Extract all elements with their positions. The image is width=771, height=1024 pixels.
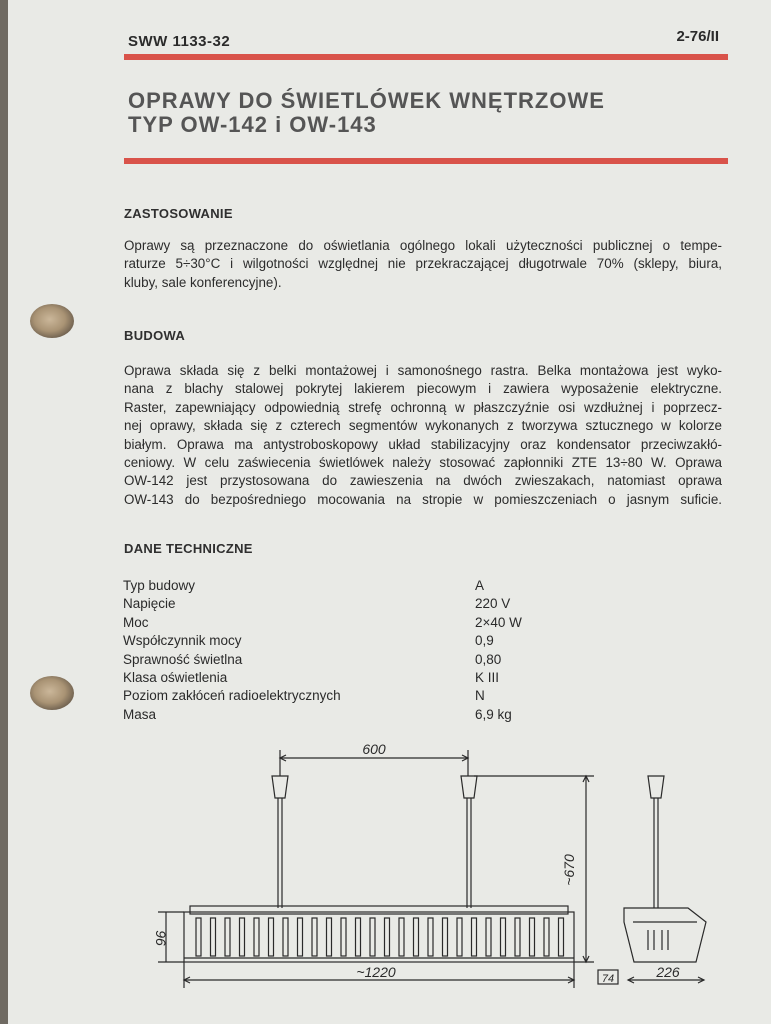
louver-slat xyxy=(211,918,216,956)
punch-hole xyxy=(30,304,74,338)
spec-row xyxy=(123,632,543,650)
spec-value: 0,80 xyxy=(475,651,502,667)
louver-slat xyxy=(240,918,245,956)
suspension-cap-right xyxy=(461,776,477,798)
louver-slat xyxy=(341,918,346,956)
spec-label: Sprawność świetlna xyxy=(123,651,243,667)
spec-row xyxy=(123,614,543,632)
raster-louvers xyxy=(196,918,564,956)
spec-label: Współczynnik mocy xyxy=(123,633,242,649)
spec-value: K III xyxy=(475,669,500,685)
section-heading-budowa: BUDOWA xyxy=(124,328,186,343)
louver-slat xyxy=(544,918,549,956)
louver-slat xyxy=(269,918,274,956)
spec-row xyxy=(123,595,543,613)
louver-slat xyxy=(385,918,390,956)
louver-slat xyxy=(559,918,564,956)
louver-slat xyxy=(254,918,259,956)
spec-value: N xyxy=(475,688,485,704)
text-line: nana z blachy stalowej pokrytej lakierem piecowym i zawiera wyposażenie elektryczne. xyxy=(124,381,722,397)
text-line: OW-142 jest przystosowana do zawieszenia na dwóch zwieszakach, natomiast oprawa xyxy=(124,473,722,489)
spec-value: 2×40 W xyxy=(475,614,522,630)
label-74: 74 xyxy=(601,973,615,985)
spec-label: Napięcie xyxy=(123,596,176,612)
text-line: białym. Oprawa ma antystroboskopowy układ stabilizacyjny oraz kondensator przeciwzakłó- xyxy=(124,436,722,452)
text-line: nej oprawy, składa się z czterech segmentów wykonanych z tworzywa sztucznego w kolorze xyxy=(124,418,722,434)
spec-label: Moc xyxy=(123,614,149,630)
page-number: 2-76/II xyxy=(676,28,719,45)
text-line: Raster, zapewniający odpowiednią strefę ochronną w płaszczyźnie osi wzdłużnej i poprzecz- xyxy=(124,399,722,415)
paragraph-budowa xyxy=(124,362,722,509)
louver-slat xyxy=(457,918,462,956)
suspension-cap-left xyxy=(272,776,288,798)
louver-slat xyxy=(486,918,491,956)
red-rule-top xyxy=(124,54,728,60)
louver-slat xyxy=(370,918,375,956)
title-line-2: TYP OW-142 i OW-143 xyxy=(128,112,377,137)
louver-slat xyxy=(428,918,433,956)
document-code: SWW 1133-32 xyxy=(128,33,231,50)
document-sheet xyxy=(8,0,771,1024)
louver-slat xyxy=(399,918,404,956)
spec-value: 0,9 xyxy=(475,633,494,649)
spec-value: 220 V xyxy=(475,596,511,612)
spec-row xyxy=(123,651,543,669)
spec-label: Klasa oświetlenia xyxy=(123,669,228,685)
text-line: kluby, sale konferencyjne). xyxy=(124,274,282,290)
louver-slat xyxy=(196,918,201,956)
paragraph-zastosowanie xyxy=(124,237,722,292)
spec-value: 6,9 kg xyxy=(475,706,512,722)
spec-table xyxy=(123,577,543,724)
side-suspension-cap xyxy=(648,776,664,798)
spec-label: Masa xyxy=(123,706,157,722)
louver-slat xyxy=(414,918,419,956)
louver-slat xyxy=(283,918,288,956)
section-heading-zastosowanie: ZASTOSOWANIE xyxy=(124,206,233,221)
louver-slat xyxy=(225,918,230,956)
mounting-beam xyxy=(190,906,568,914)
section-heading-dane: DANE TECHNICZNE xyxy=(124,541,253,556)
spec-label: Poziom zakłóceń radioelektrycznych xyxy=(123,688,341,704)
red-rule-title xyxy=(124,158,728,164)
dim-label-670: ~670 xyxy=(561,854,577,886)
technical-drawing xyxy=(128,740,728,1000)
louver-slat xyxy=(356,918,361,956)
punch-hole xyxy=(30,676,74,710)
side-view-housing xyxy=(624,908,706,962)
text-line: ceniowy. W celu zaświecenia świetlówek należy stosować zapłonniki ZTE 13÷80 W. Oprawa xyxy=(124,455,722,471)
spec-row xyxy=(123,687,543,705)
text-line: Oprawy są przeznaczone do oświetlania ogólnego lokali użyteczności publicznej o tempe- xyxy=(124,238,722,253)
dim-label-226: 226 xyxy=(656,964,680,980)
spec-row xyxy=(123,706,543,724)
louver-slat xyxy=(501,918,506,956)
text-line: Oprawa składa się z belki montażowej i samonośnego rastra. Belka montażowa jest wyko- xyxy=(124,363,722,378)
title-line-1: OPRAWY DO ŚWIETLÓWEK WNĘTRZOWE xyxy=(128,88,605,113)
louver-slat xyxy=(530,918,535,956)
louver-slat xyxy=(472,918,477,956)
louver-slat xyxy=(443,918,448,956)
text-line: raturze 5÷30°C i wilgotności względnej nie przekraczającej długotrwale 70% (sklepy, biura, xyxy=(124,256,722,272)
dim-label-600: 600 xyxy=(362,741,386,757)
spec-label: Typ budowy xyxy=(123,578,196,593)
louver-slat xyxy=(298,918,303,956)
text-line: OW-143 do bezpośredniego mocowania na stropie w pomieszczeniach o jasnym suficie. xyxy=(124,491,722,507)
louver-slat xyxy=(515,918,520,956)
dim-label-96: 96 xyxy=(153,930,169,946)
dim-label-1220: ~1220 xyxy=(356,964,396,980)
spec-row xyxy=(123,669,543,687)
spec-value: A xyxy=(475,578,485,593)
spec-row xyxy=(123,577,543,595)
louver-slat xyxy=(327,918,332,956)
louver-slat xyxy=(312,918,317,956)
